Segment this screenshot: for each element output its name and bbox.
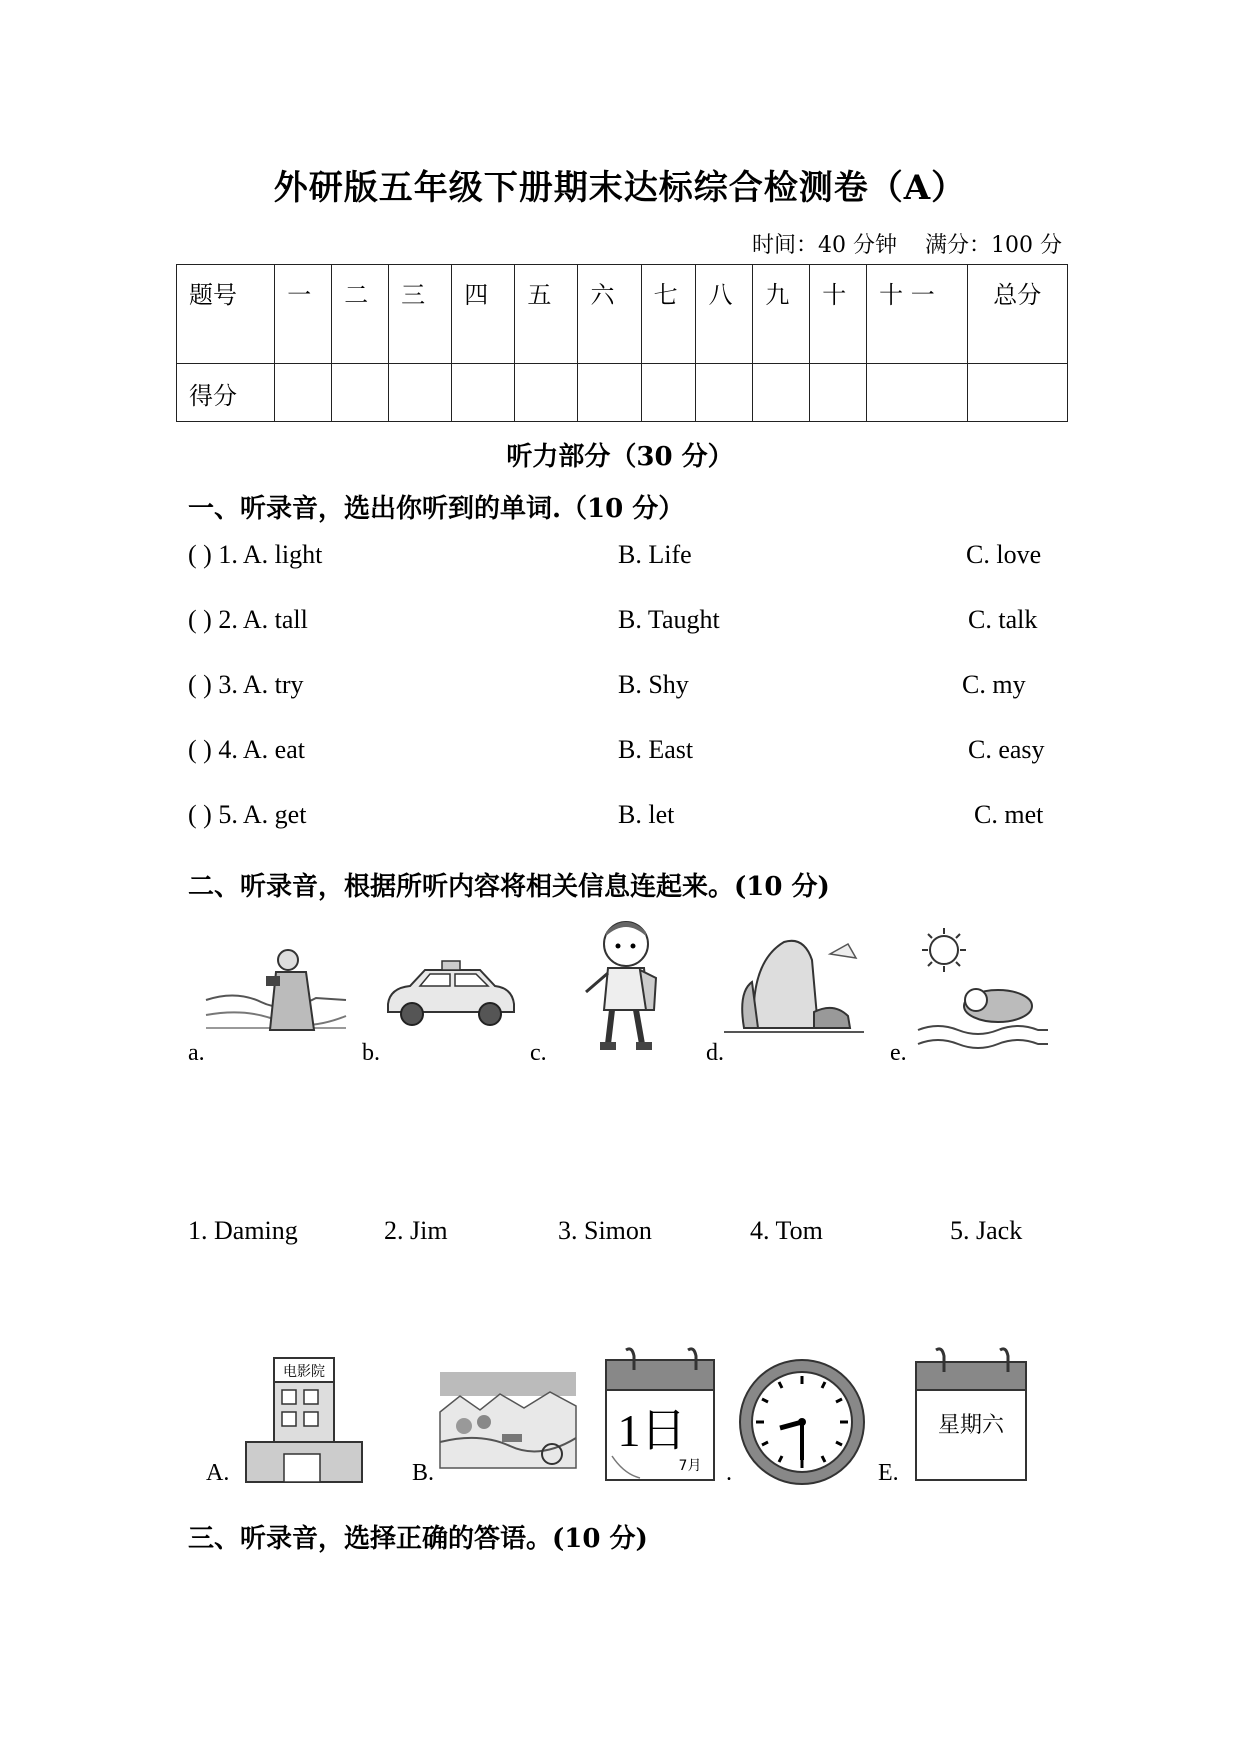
part1-title: 一、听录音，选出你听到的单词.（10 分）: [188, 494, 685, 524]
question-1: ( ) 1. A. light: [188, 540, 323, 569]
score-header-cell: 二: [332, 265, 389, 364]
part2-title: 二、听录音，根据所听内容将相关信息连起来。(10 分): [188, 872, 830, 902]
score-header-cell: 一: [275, 265, 332, 364]
walking-boy-picture: [578, 918, 668, 1058]
score-header-cell: 十: [810, 265, 867, 364]
calendar-weekday: 星期六: [937, 1413, 1005, 1438]
picture-label-B: B.: [412, 1460, 435, 1486]
calendar-weekday-picture: [914, 1346, 1028, 1482]
time-info: [724, 228, 1062, 259]
score-input-cell[interactable]: [967, 364, 1067, 422]
picture-label-E: E.: [878, 1460, 899, 1486]
score-input-cell[interactable]: [578, 364, 641, 422]
part3-title: 三、听录音，选择正确的答语。(10 分): [188, 1524, 648, 1554]
picture-label-e: e.: [890, 1040, 907, 1066]
score-header-cell: 十 一: [867, 265, 967, 364]
park-picture: [440, 1372, 576, 1468]
question-2-option-b: B. Taught: [618, 605, 720, 634]
question-2: ( ) 2. A. tall: [188, 605, 308, 634]
score-header-cell: 总分: [967, 265, 1067, 364]
question-4-option-c: C. easy: [968, 735, 1045, 764]
score-header-cell: 五: [515, 265, 578, 364]
clock-picture: [736, 1356, 868, 1488]
question-5: ( ) 5. A. get: [188, 800, 307, 829]
question-3-option-c: C. my: [962, 670, 1026, 699]
calendar-day: 1日: [617, 1405, 687, 1456]
picture-label-A: A.: [206, 1460, 230, 1486]
time-limit: 时间：40 分钟: [752, 233, 897, 258]
question-5-option-b: B. let: [618, 800, 675, 829]
taxi-picture: [380, 958, 520, 1028]
exam-title: 外研版五年级下册期末达标综合检测卷（A）: [273, 168, 967, 208]
cinema-sign: 电影院: [283, 1364, 325, 1380]
question-3: ( ) 3. A. try: [188, 670, 304, 699]
score-input-cell[interactable]: [753, 364, 810, 422]
picture-label-C: .: [726, 1460, 732, 1486]
name-simon: 3. Simon: [558, 1216, 652, 1245]
picture-label-c: c.: [530, 1040, 547, 1066]
name-daming: 1. Daming: [188, 1216, 298, 1245]
full-score: 满分：100 分: [925, 233, 1062, 258]
score-input-cell[interactable]: [389, 364, 452, 422]
score-row-label: 得分: [177, 364, 275, 422]
name-jack: 5. Jack: [950, 1216, 1023, 1245]
listening-section-title: 听力部分（30 分）: [506, 442, 734, 472]
score-input-cell[interactable]: [452, 364, 515, 422]
photographer-picture: [206, 940, 346, 1038]
question-2-option-c: C. talk: [968, 605, 1038, 634]
picture-label-d: d.: [706, 1040, 724, 1066]
score-header-cell: 四: [452, 265, 515, 364]
score-input-cell[interactable]: [332, 364, 389, 422]
score-table-header-row: [177, 265, 1068, 364]
question-1-option-c: C. love: [966, 540, 1042, 569]
score-header-cell: 七: [641, 265, 696, 364]
question-3-option-b: B. Shy: [618, 670, 689, 699]
score-input-cell[interactable]: [867, 364, 967, 422]
calendar-month: 7月: [678, 1458, 702, 1474]
score-input-cell[interactable]: [810, 364, 867, 422]
score-input-cell[interactable]: [641, 364, 696, 422]
score-header-cell: 九: [753, 265, 810, 364]
question-5-option-c: C. met: [974, 800, 1044, 829]
score-header-cell: 题号: [177, 265, 275, 364]
picture-label-a: a.: [188, 1040, 205, 1066]
name-tom: 4. Tom: [750, 1216, 823, 1245]
score-input-cell[interactable]: [696, 364, 753, 422]
score-table: [176, 264, 1068, 422]
calendar-date-picture: [604, 1346, 716, 1482]
score-header-cell: 八: [696, 265, 753, 364]
cinema-picture: [244, 1354, 364, 1484]
picture-label-b: b.: [362, 1040, 380, 1066]
question-4-option-b: B. East: [618, 735, 694, 764]
question-1-option-b: B. Life: [618, 540, 692, 569]
score-header-cell: 六: [578, 265, 641, 364]
rock-sea-picture: [724, 932, 864, 1036]
score-header-cell: 三: [389, 265, 452, 364]
score-table-score-row: [177, 364, 1068, 422]
swimming-picture: [918, 926, 1048, 1060]
question-4: ( ) 4. A. eat: [188, 735, 305, 764]
name-jim: 2. Jim: [384, 1216, 448, 1245]
score-input-cell[interactable]: [515, 364, 578, 422]
score-input-cell[interactable]: [275, 364, 332, 422]
